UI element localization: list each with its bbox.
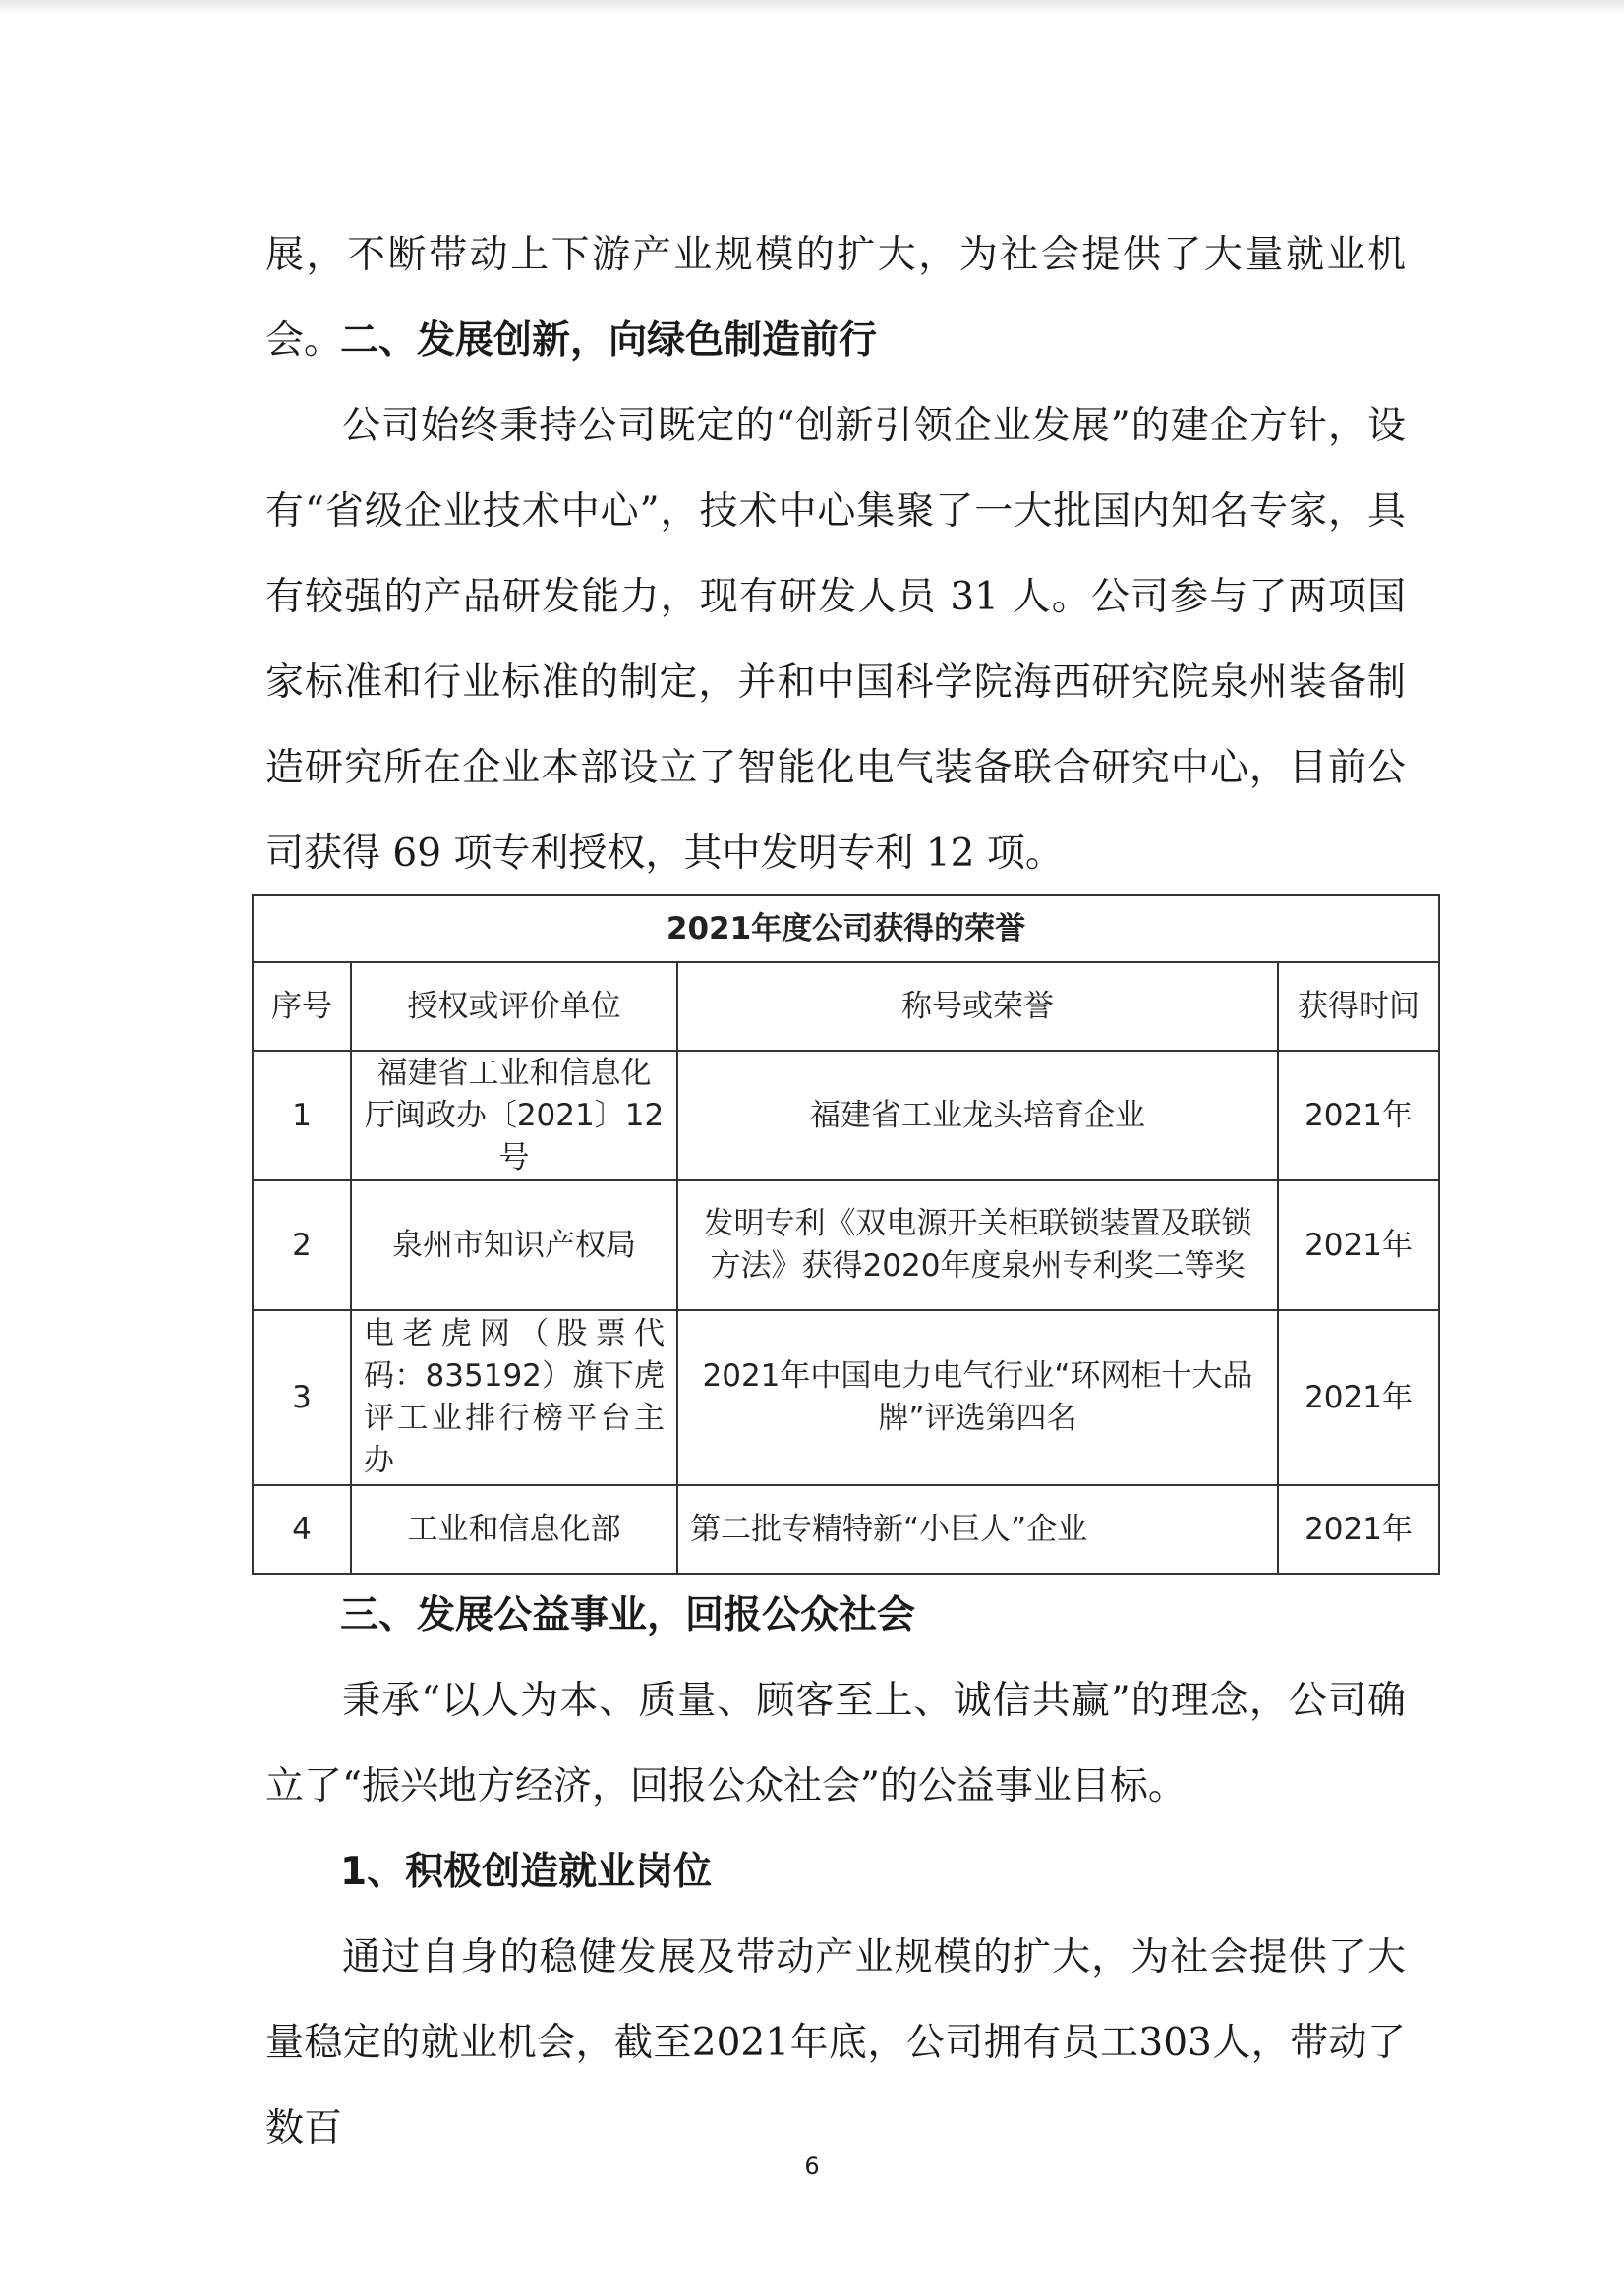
row-no: 2 xyxy=(253,1180,351,1310)
table-row xyxy=(253,1180,1439,1310)
row-time: 2021年 xyxy=(1278,1485,1439,1574)
row-unit: 泉州市知识产权局 xyxy=(351,1180,677,1310)
row-unit: 电老虎网（股票代码：835192）旗下虎评工业排行榜平台主办 xyxy=(351,1310,677,1485)
row-title: 2021年中国电力电气行业“环网柜十大品牌”评选第四名 xyxy=(677,1310,1278,1485)
table-header-row xyxy=(253,962,1439,1051)
row-unit: 工业和信息化部 xyxy=(351,1485,677,1574)
paragraph-philosophy: 秉承“以人为本、质量、顾客至上、诚信共赢”的理念，公司确立了“振兴地方经济，回报公众社会”的公益事业目标。 xyxy=(265,1679,1406,1808)
row-no: 4 xyxy=(253,1485,351,1574)
paragraph-jobs: 通过自身的稳健发展及带动产业规模的扩大，为社会提供了大量稳定的就业机会，截至2021年底，公司拥有员工303人，带动了数百 xyxy=(265,1935,1406,2151)
row-time: 2021年 xyxy=(1278,1051,1439,1180)
table-row xyxy=(253,1485,1439,1574)
table-row xyxy=(253,1310,1439,1485)
table-caption: 2021年度公司获得的荣誉 xyxy=(253,895,1439,962)
honors-table xyxy=(252,894,1440,1575)
header-time: 获得时间 xyxy=(1278,962,1439,1051)
table-row xyxy=(253,1051,1439,1180)
subsection-heading-jobs: 1、积极创造就业岗位 xyxy=(340,1850,713,1894)
header-unit: 授权或评价单位 xyxy=(351,962,677,1051)
header-title: 称号或荣誉 xyxy=(677,962,1278,1051)
row-no: 1 xyxy=(253,1051,351,1180)
row-time: 2021年 xyxy=(1278,1310,1439,1485)
row-title: 第二批专精特新“小巨人”企业 xyxy=(677,1485,1278,1574)
row-title: 发明专利《双电源开关柜联锁装置及联锁方法》获得2020年度泉州专利奖二等奖 xyxy=(677,1180,1278,1310)
paragraph-continuation: 展，不断带动上下游产业规模的扩大，为社会提供了大量就业机会。 xyxy=(265,233,1406,363)
section-heading-innovation: 二、发展创新，向绿色制造前行 xyxy=(340,318,878,363)
row-unit: 福建省工业和信息化厅闽政办〔2021〕12号 xyxy=(351,1051,677,1180)
row-time: 2021年 xyxy=(1278,1180,1439,1310)
row-no: 3 xyxy=(253,1310,351,1485)
paragraph-innovation: 公司始终秉持公司既定的“创新引领企业发展”的建企方针，设有“省级企业技术中心”，技术中心集聚了一大批国内知名专家，具有较强的产品研发能力，现有研发人员 31 人。公司参与了两项国家标准和行业标准的制定，并和中国科学院海西研究院泉州装备制造研究所在企业本部设立了智能化电气装备联合研究中心，目前公司获得 69 项专利授权，其中发明专利 12 项。 xyxy=(265,404,1406,876)
row-title: 福建省工业龙头培育企业 xyxy=(677,1051,1278,1180)
section-heading-public-welfare: 三、发展公益事业，回报公众社会 xyxy=(340,1593,916,1637)
header-no: 序号 xyxy=(253,962,351,1051)
page-number: 6 xyxy=(804,2152,820,2180)
scan-edge xyxy=(0,0,1624,14)
